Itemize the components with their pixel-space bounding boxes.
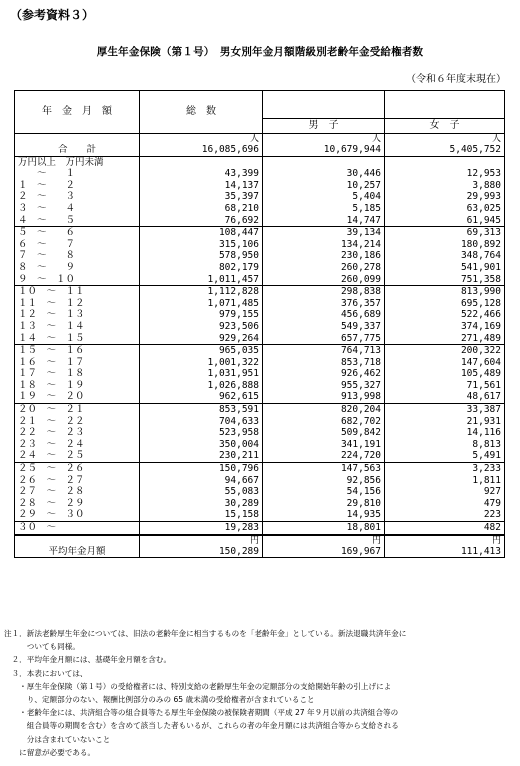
total-value: 68,210 <box>140 203 263 215</box>
bracket-label: １４ ～ １５ <box>15 333 140 345</box>
male-value: 955,327 <box>263 380 385 392</box>
note-line: ２．平均年金月額には、基礎年金月額を含む。 <box>4 655 172 665</box>
table-row <box>15 427 505 439</box>
male-value: 92,856 <box>263 475 385 487</box>
unit-yen-female: 円 <box>385 535 505 546</box>
male-value: 29,810 <box>263 498 385 510</box>
pension-recipients-table <box>14 90 505 558</box>
female-value: 71,561 <box>385 380 505 392</box>
bracket-label: ２ ～ ３ <box>15 191 140 203</box>
header-female: 女 子 <box>385 119 505 134</box>
table-row <box>15 345 505 357</box>
table-row <box>15 309 505 321</box>
total-value: 802,179 <box>140 262 263 274</box>
header-blank-male <box>263 91 385 119</box>
female-value: 48,617 <box>385 391 505 403</box>
female-value: 12,953 <box>385 168 505 180</box>
table-row <box>15 404 505 416</box>
bracket-label: ２２ ～ ２３ <box>15 427 140 439</box>
bracket-label: ２３ ～ ２４ <box>15 439 140 451</box>
female-value: 200,322 <box>385 345 505 357</box>
total-label-top <box>15 134 140 145</box>
note-line: ついても同様。 <box>4 642 80 652</box>
female-value: 479 <box>385 498 505 510</box>
unit-yen-total: 円 <box>140 535 263 546</box>
female-value: 271,489 <box>385 333 505 345</box>
total-value: 55,083 <box>140 486 263 498</box>
female-value: 813,990 <box>385 286 505 298</box>
bracket-label: ３ ～ ４ <box>15 203 140 215</box>
bracket-label: ～ １ <box>15 168 140 180</box>
male-value: 549,337 <box>263 321 385 333</box>
bracket-label: １３ ～ １４ <box>15 321 140 333</box>
male-total-value: 10,679,944 <box>263 144 385 156</box>
range-header-row <box>15 156 505 168</box>
total-value: 150,796 <box>140 463 263 475</box>
female-value: 3,880 <box>385 180 505 192</box>
table-row <box>15 180 505 192</box>
total-row <box>15 144 505 156</box>
female-value: 63,025 <box>385 203 505 215</box>
female-value: 105,489 <box>385 368 505 380</box>
female-value: 522,466 <box>385 309 505 321</box>
bracket-label: ４ ～ ５ <box>15 215 140 227</box>
table-row <box>15 486 505 498</box>
female-value: 61,945 <box>385 215 505 227</box>
total-value: 350,004 <box>140 439 263 451</box>
bracket-label: ８ ～ ９ <box>15 262 140 274</box>
unit-total: 人 <box>140 134 263 145</box>
bracket-label: ２９ ～ ３０ <box>15 509 140 521</box>
male-value: 260,099 <box>263 274 385 286</box>
female-value: 374,169 <box>385 321 505 333</box>
average-total-value: 150,289 <box>140 546 263 558</box>
female-value: 14,116 <box>385 427 505 439</box>
bracket-label: ２０ ～ ２１ <box>15 404 140 416</box>
male-value: 39,134 <box>263 227 385 239</box>
total-value: 43,399 <box>140 168 263 180</box>
female-value: 541,901 <box>385 262 505 274</box>
bracket-label: １１ ～ １２ <box>15 298 140 310</box>
table-row <box>15 439 505 451</box>
table-row <box>15 203 505 215</box>
male-value: 14,747 <box>263 215 385 227</box>
average-label: 平均年金月額 <box>15 546 140 558</box>
bracket-label: １ ～ ２ <box>15 180 140 192</box>
male-value: 18,801 <box>263 522 385 535</box>
total-value: 1,011,457 <box>140 274 263 286</box>
table-row <box>15 509 505 521</box>
as-of-date: （令和６年度末現在） <box>406 74 506 85</box>
male-value: 5,404 <box>263 191 385 203</box>
male-value: 54,156 <box>263 486 385 498</box>
table-row <box>15 168 505 180</box>
total-value: 979,155 <box>140 309 263 321</box>
unit-female: 人 <box>385 134 505 145</box>
table-row <box>15 463 505 475</box>
bracket-label: １０ ～ １１ <box>15 286 140 298</box>
male-value: 14,935 <box>263 509 385 521</box>
header-male: 男 子 <box>263 119 385 134</box>
table-row <box>15 475 505 487</box>
table-row <box>15 522 505 535</box>
table-row <box>15 333 505 345</box>
bracket-label: ５ ～ ６ <box>15 227 140 239</box>
bracket-label: １５ ～ １６ <box>15 345 140 357</box>
male-value: 913,998 <box>263 391 385 403</box>
total-value: 19,283 <box>140 522 263 535</box>
table-row <box>15 498 505 510</box>
reference-label: （参考資料３） <box>10 8 95 22</box>
total-value: 108,447 <box>140 227 263 239</box>
total-value: 94,667 <box>140 475 263 487</box>
male-value: 820,204 <box>263 404 385 416</box>
table-row <box>15 215 505 227</box>
note-line: 注１．新法老齢厚生年金については、旧法の老齢年金に相当するものを「老齢年金」としている。新法退職共済年金に <box>4 629 407 638</box>
male-value: 682,702 <box>263 416 385 428</box>
male-value: 230,186 <box>263 250 385 262</box>
male-value: 224,720 <box>263 450 385 462</box>
table-row <box>15 250 505 262</box>
female-value: 21,931 <box>385 416 505 428</box>
female-value: 3,233 <box>385 463 505 475</box>
male-value: 341,191 <box>263 439 385 451</box>
total-value: 965,035 <box>140 345 263 357</box>
bracket-label: １７ ～ １８ <box>15 368 140 380</box>
bracket-label: ２４ ～ ２５ <box>15 450 140 462</box>
table-row <box>15 357 505 369</box>
table-row <box>15 368 505 380</box>
bracket-label: ２７ ～ ２８ <box>15 486 140 498</box>
total-value: 315,106 <box>140 239 263 251</box>
bracket-label: ３０ ～ <box>15 522 140 535</box>
table-row <box>15 380 505 392</box>
average-male-value: 169,967 <box>263 546 385 558</box>
bracket-label: ６ ～ ７ <box>15 239 140 251</box>
total-value: 230,211 <box>140 450 263 462</box>
female-value: 29,993 <box>385 191 505 203</box>
total-value: 1,112,828 <box>140 286 263 298</box>
table-row <box>15 239 505 251</box>
male-value: 926,462 <box>263 368 385 380</box>
bracket-label: １６ ～ １７ <box>15 357 140 369</box>
male-value: 376,357 <box>263 298 385 310</box>
male-value: 260,278 <box>263 262 385 274</box>
table-row <box>15 227 505 239</box>
table-row <box>15 286 505 298</box>
note-line: ・老齢年金には、共済組合等の組合員等たる厚生年金保険の被保険者期間（平成 27 年９月以前の共済組合等の <box>4 708 399 718</box>
bracket-label: ２１ ～ ２２ <box>15 416 140 428</box>
male-value: 134,214 <box>263 239 385 251</box>
female-value: 147,604 <box>385 357 505 369</box>
document-title: 厚生年金保険（第１号） 男女別年金月額階級別老齢年金受給権者数 <box>96 46 424 58</box>
total-value: 16,085,696 <box>140 144 263 156</box>
unit-row <box>15 134 505 145</box>
male-value: 30,446 <box>263 168 385 180</box>
total-value: 704,633 <box>140 416 263 428</box>
male-value: 456,689 <box>263 309 385 321</box>
table-body <box>15 134 505 558</box>
male-value: 509,842 <box>263 427 385 439</box>
header-blank-female <box>385 91 505 119</box>
total-value: 14,137 <box>140 180 263 192</box>
header-total: 総 数 <box>140 91 263 134</box>
notes <box>4 627 516 759</box>
bracket-label: ７ ～ ８ <box>15 250 140 262</box>
average-row <box>15 546 505 558</box>
total-value: 962,615 <box>140 391 263 403</box>
female-value: 8,813 <box>385 439 505 451</box>
table-row <box>15 274 505 286</box>
bracket-label: ９ ～ １０ <box>15 274 140 286</box>
average-female-value: 111,413 <box>385 546 505 558</box>
female-value: 69,313 <box>385 227 505 239</box>
bracket-label: １２ ～ １３ <box>15 309 140 321</box>
bracket-label: ２６ ～ ２７ <box>15 475 140 487</box>
note-line: ・厚生年金保険（第１号）の受給権者には、特別支給の老齢厚生年金の定額部分の支給開始年齢の引上げによ <box>4 681 392 691</box>
total-value: 1,031,951 <box>140 368 263 380</box>
female-value: 695,128 <box>385 298 505 310</box>
total-value: 523,958 <box>140 427 263 439</box>
female-value: 1,811 <box>385 475 505 487</box>
total-value: 15,158 <box>140 509 263 521</box>
total-value: 76,692 <box>140 215 263 227</box>
male-value: 5,185 <box>263 203 385 215</box>
female-value: 5,491 <box>385 450 505 462</box>
female-value: 751,358 <box>385 274 505 286</box>
table-row <box>15 450 505 462</box>
female-value: 180,892 <box>385 239 505 251</box>
total-value: 853,591 <box>140 404 263 416</box>
female-value: 482 <box>385 522 505 535</box>
header-row <box>15 91 505 119</box>
male-value: 853,718 <box>263 357 385 369</box>
total-value: 578,950 <box>140 250 263 262</box>
total-value: 1,071,485 <box>140 298 263 310</box>
total-value: 35,397 <box>140 191 263 203</box>
table-row <box>15 416 505 428</box>
female-value: 348,764 <box>385 250 505 262</box>
female-value: 223 <box>385 509 505 521</box>
range-header: 万円以上 万円未満 <box>15 156 140 168</box>
bracket-label: ２５ ～ ２６ <box>15 463 140 475</box>
total-value: 923,506 <box>140 321 263 333</box>
total-label: 合 計 <box>15 144 140 156</box>
male-value: 298,838 <box>263 286 385 298</box>
male-value: 764,713 <box>263 345 385 357</box>
header-bracket: 年 金 月 額 <box>15 91 140 134</box>
unit-male: 人 <box>263 134 385 145</box>
male-value: 10,257 <box>263 180 385 192</box>
total-value: 30,289 <box>140 498 263 510</box>
note-line: に留意が必要である。 <box>4 747 96 757</box>
table-row <box>15 262 505 274</box>
bracket-label: １８ ～ １９ <box>15 380 140 392</box>
male-value: 147,563 <box>263 463 385 475</box>
average-unit-row <box>15 535 505 546</box>
unit-yen-male: 円 <box>263 535 385 546</box>
female-total-value: 5,405,752 <box>385 144 505 156</box>
table-row <box>15 298 505 310</box>
note-line: ３．本表においては、 <box>4 668 88 678</box>
total-value: 929,264 <box>140 333 263 345</box>
bracket-label: ２８ ～ ２９ <box>15 498 140 510</box>
female-value: 33,387 <box>385 404 505 416</box>
table-row <box>15 321 505 333</box>
average-label-top <box>15 535 140 546</box>
female-value: 927 <box>385 486 505 498</box>
male-value: 657,775 <box>263 333 385 345</box>
total-value: 1,001,322 <box>140 357 263 369</box>
bracket-label: １９ ～ ２０ <box>15 391 140 403</box>
note-line: り、定額部分のない、報酬比例部分のみの 65 歳未満の受給権者が含まれていること <box>4 695 315 705</box>
note-line: 分は含まれていないこと <box>4 734 111 744</box>
note-line: 組合員等の期間を含む）を含めて該当した者もいるが、これらの者の年金月額には共済組合等から支給される <box>4 721 399 731</box>
total-value: 1,026,888 <box>140 380 263 392</box>
table-row <box>15 191 505 203</box>
table-row <box>15 391 505 403</box>
